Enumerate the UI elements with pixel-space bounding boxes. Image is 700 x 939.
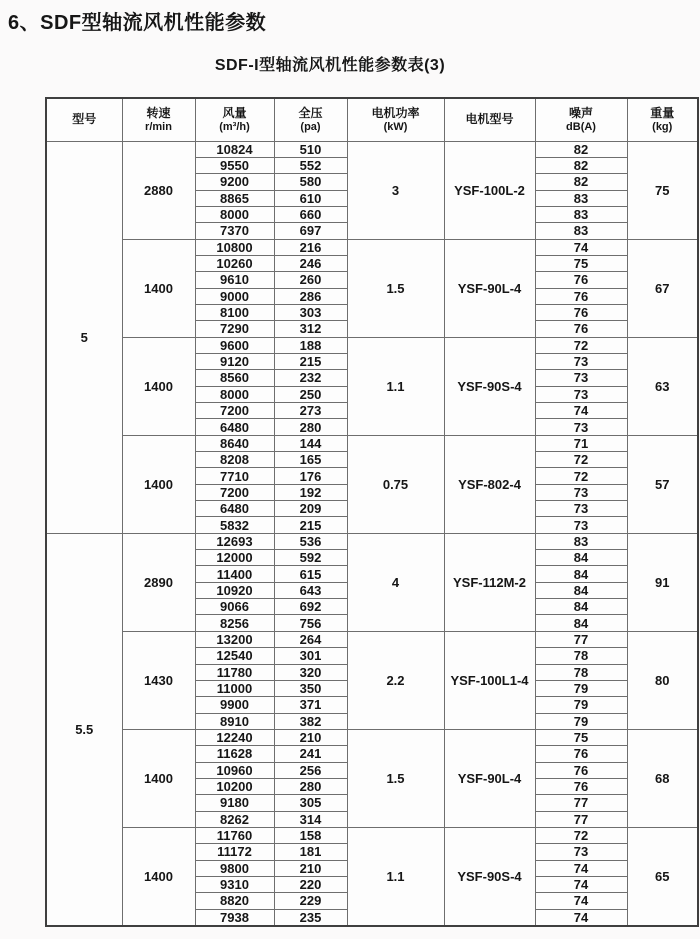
cell-noise: 79 — [535, 680, 627, 696]
cell-speed: 1400 — [122, 337, 195, 435]
cell-weight: 75 — [627, 141, 698, 239]
cell-pressure: 158 — [274, 827, 347, 843]
cell-motor: YSF-90S-4 — [444, 827, 535, 925]
cell-airflow: 9120 — [195, 353, 274, 369]
cell-model: 5 — [46, 141, 122, 533]
cell-pressure: 273 — [274, 403, 347, 419]
cell-pressure: 176 — [274, 468, 347, 484]
cell-pressure: 697 — [274, 223, 347, 239]
header-unit: r/min — [145, 121, 172, 134]
cell-weight: 63 — [627, 337, 698, 435]
cell-pressure: 371 — [274, 697, 347, 713]
cell-motor: YSF-100L-2 — [444, 141, 535, 239]
cell-noise: 76 — [535, 288, 627, 304]
cell-airflow: 9180 — [195, 795, 274, 811]
cell-pressure: 280 — [274, 419, 347, 435]
table-row — [46, 435, 698, 451]
cell-airflow: 6480 — [195, 419, 274, 435]
cell-power: 4 — [347, 533, 444, 631]
header-label: 电机型号 — [465, 111, 514, 126]
cell-noise: 73 — [535, 370, 627, 386]
cell-weight: 67 — [627, 239, 698, 337]
cell-airflow: 11000 — [195, 680, 274, 696]
cell-airflow: 11400 — [195, 566, 274, 582]
cell-airflow: 8000 — [195, 206, 274, 222]
cell-noise: 74 — [535, 860, 627, 876]
cell-pressure: 220 — [274, 876, 347, 892]
cell-noise: 74 — [535, 239, 627, 255]
cell-pressure: 209 — [274, 501, 347, 517]
cell-noise: 74 — [535, 909, 627, 926]
cell-noise: 84 — [535, 550, 627, 566]
cell-noise: 78 — [535, 664, 627, 680]
cell-speed: 1400 — [122, 435, 195, 533]
cell-noise: 72 — [535, 452, 627, 468]
cell-airflow: 5832 — [195, 517, 274, 533]
cell-airflow: 12000 — [195, 550, 274, 566]
cell-power: 0.75 — [347, 435, 444, 533]
table-body — [46, 141, 698, 926]
cell-pressure: 241 — [274, 746, 347, 762]
cell-pressure: 144 — [274, 435, 347, 451]
cell-noise: 83 — [535, 206, 627, 222]
cell-pressure: 660 — [274, 206, 347, 222]
cell-pressure: 256 — [274, 762, 347, 778]
cell-airflow: 13200 — [195, 631, 274, 647]
cell-pressure: 756 — [274, 615, 347, 631]
cell-pressure: 692 — [274, 599, 347, 615]
cell-noise: 72 — [535, 468, 627, 484]
cell-noise: 84 — [535, 615, 627, 631]
cell-noise: 76 — [535, 746, 627, 762]
cell-airflow: 9600 — [195, 337, 274, 353]
cell-pressure: 382 — [274, 713, 347, 729]
cell-pressure: 580 — [274, 174, 347, 190]
cell-pressure: 610 — [274, 190, 347, 206]
cell-power: 1.1 — [347, 827, 444, 925]
cell-noise: 82 — [535, 141, 627, 157]
cell-noise: 77 — [535, 631, 627, 647]
cell-pressure: 305 — [274, 795, 347, 811]
cell-airflow: 6480 — [195, 501, 274, 517]
cell-pressure: 210 — [274, 860, 347, 876]
cell-pressure: 229 — [274, 893, 347, 909]
cell-pressure: 643 — [274, 582, 347, 598]
cell-airflow: 9000 — [195, 288, 274, 304]
cell-noise: 75 — [535, 729, 627, 745]
cell-noise: 83 — [535, 533, 627, 549]
cell-airflow: 12693 — [195, 533, 274, 549]
cell-airflow: 12540 — [195, 648, 274, 664]
cell-airflow: 9310 — [195, 876, 274, 892]
cell-pressure: 286 — [274, 288, 347, 304]
header-label: 全压 — [298, 105, 323, 120]
cell-power: 3 — [347, 141, 444, 239]
cell-noise: 82 — [535, 157, 627, 173]
cell-pressure: 615 — [274, 566, 347, 582]
cell-airflow: 8100 — [195, 304, 274, 320]
page-title: 6、SDF型轴流风机性能参数 — [8, 12, 267, 34]
column-header-noise — [535, 98, 627, 141]
cell-noise: 77 — [535, 795, 627, 811]
cell-airflow: 9610 — [195, 272, 274, 288]
cell-airflow: 8820 — [195, 893, 274, 909]
cell-pressure: 210 — [274, 729, 347, 745]
cell-weight: 91 — [627, 533, 698, 631]
cell-pressure: 264 — [274, 631, 347, 647]
cell-motor: YSF-802-4 — [444, 435, 535, 533]
cell-airflow: 10824 — [195, 141, 274, 157]
cell-airflow: 10200 — [195, 778, 274, 794]
cell-noise: 79 — [535, 697, 627, 713]
cell-noise: 73 — [535, 484, 627, 500]
table-row — [46, 729, 698, 745]
header-unit: (kW) — [383, 121, 408, 134]
fan-performance-table — [45, 97, 699, 927]
cell-noise: 73 — [535, 386, 627, 402]
cell-noise: 73 — [535, 844, 627, 860]
cell-noise: 77 — [535, 811, 627, 827]
cell-power: 2.2 — [347, 631, 444, 729]
cell-noise: 71 — [535, 435, 627, 451]
cell-pressure: 260 — [274, 272, 347, 288]
cell-power: 1.5 — [347, 239, 444, 337]
header-unit: (m³/h) — [219, 121, 250, 134]
cell-noise: 73 — [535, 517, 627, 533]
cell-airflow: 8640 — [195, 435, 274, 451]
column-header-speed — [122, 98, 195, 141]
cell-airflow: 11628 — [195, 746, 274, 762]
cell-weight: 80 — [627, 631, 698, 729]
cell-speed: 1430 — [122, 631, 195, 729]
cell-model: 5.5 — [46, 533, 122, 925]
header-label: 型号 — [72, 111, 97, 126]
cell-noise: 74 — [535, 403, 627, 419]
table-title: SDF-I型轴流风机性能参数表(3) — [214, 57, 446, 74]
cell-airflow: 7290 — [195, 321, 274, 337]
cell-airflow: 8256 — [195, 615, 274, 631]
cell-motor: YSF-90S-4 — [444, 337, 535, 435]
header-unit: dB(A) — [566, 121, 596, 134]
header-label: 噪声 — [568, 105, 593, 120]
cell-noise: 79 — [535, 713, 627, 729]
table-row — [46, 631, 698, 647]
cell-noise: 83 — [535, 190, 627, 206]
table-row — [46, 337, 698, 353]
cell-noise: 76 — [535, 272, 627, 288]
cell-power: 1.5 — [347, 729, 444, 827]
cell-airflow: 8910 — [195, 713, 274, 729]
cell-airflow: 7710 — [195, 468, 274, 484]
cell-airflow: 9066 — [195, 599, 274, 615]
cell-motor: YSF-90L-4 — [444, 239, 535, 337]
cell-noise: 78 — [535, 648, 627, 664]
cell-noise: 73 — [535, 353, 627, 369]
column-header-model — [46, 98, 122, 141]
cell-airflow: 9550 — [195, 157, 274, 173]
cell-noise: 82 — [535, 174, 627, 190]
cell-noise: 75 — [535, 255, 627, 271]
cell-pressure: 165 — [274, 452, 347, 468]
header-row — [46, 98, 698, 141]
cell-noise: 76 — [535, 321, 627, 337]
cell-airflow: 11780 — [195, 664, 274, 680]
cell-pressure: 592 — [274, 550, 347, 566]
cell-speed: 1400 — [122, 239, 195, 337]
cell-pressure: 246 — [274, 255, 347, 271]
header-unit: (pa) — [300, 121, 321, 134]
cell-airflow: 10800 — [195, 239, 274, 255]
cell-pressure: 303 — [274, 304, 347, 320]
cell-noise: 84 — [535, 599, 627, 615]
cell-pressure: 188 — [274, 337, 347, 353]
cell-pressure: 312 — [274, 321, 347, 337]
cell-airflow: 7938 — [195, 909, 274, 926]
cell-airflow: 9200 — [195, 174, 274, 190]
cell-pressure: 216 — [274, 239, 347, 255]
table-row — [46, 141, 698, 157]
cell-motor: YSF-100L1-4 — [444, 631, 535, 729]
cell-noise: 76 — [535, 762, 627, 778]
cell-speed: 2880 — [122, 141, 195, 239]
cell-airflow: 10920 — [195, 582, 274, 598]
cell-airflow: 12240 — [195, 729, 274, 745]
cell-motor: YSF-112M-2 — [444, 533, 535, 631]
cell-pressure: 192 — [274, 484, 347, 500]
cell-pressure: 250 — [274, 386, 347, 402]
cell-speed: 1400 — [122, 827, 195, 925]
cell-motor: YSF-90L-4 — [444, 729, 535, 827]
cell-pressure: 235 — [274, 909, 347, 926]
column-header-pressure — [274, 98, 347, 141]
cell-weight: 68 — [627, 729, 698, 827]
cell-pressure: 536 — [274, 533, 347, 549]
cell-pressure: 232 — [274, 370, 347, 386]
cell-noise: 76 — [535, 778, 627, 794]
column-header-power — [347, 98, 444, 141]
cell-airflow: 7200 — [195, 484, 274, 500]
header-unit: (kg) — [652, 121, 673, 134]
cell-pressure: 280 — [274, 778, 347, 794]
cell-noise: 74 — [535, 876, 627, 892]
header-label: 转速 — [146, 105, 171, 120]
cell-speed: 2890 — [122, 533, 195, 631]
cell-pressure: 215 — [274, 517, 347, 533]
cell-noise: 83 — [535, 223, 627, 239]
cell-airflow: 11760 — [195, 827, 274, 843]
header-label: 电机功率 — [371, 105, 420, 120]
cell-airflow: 10260 — [195, 255, 274, 271]
cell-noise: 84 — [535, 566, 627, 582]
table-row — [46, 827, 698, 843]
cell-pressure: 181 — [274, 844, 347, 860]
cell-pressure: 320 — [274, 664, 347, 680]
cell-noise: 73 — [535, 501, 627, 517]
cell-airflow: 8262 — [195, 811, 274, 827]
cell-airflow: 7370 — [195, 223, 274, 239]
column-header-airflow — [195, 98, 274, 141]
cell-noise: 76 — [535, 304, 627, 320]
cell-speed: 1400 — [122, 729, 195, 827]
cell-pressure: 301 — [274, 648, 347, 664]
table-row — [46, 533, 698, 549]
cell-noise: 72 — [535, 827, 627, 843]
cell-weight: 57 — [627, 435, 698, 533]
column-header-motor — [444, 98, 535, 141]
cell-noise: 73 — [535, 419, 627, 435]
cell-airflow: 8865 — [195, 190, 274, 206]
cell-pressure: 314 — [274, 811, 347, 827]
column-header-weight — [627, 98, 698, 141]
cell-pressure: 552 — [274, 157, 347, 173]
header-label: 风量 — [222, 105, 247, 120]
header-label: 重量 — [650, 105, 675, 120]
table-row — [46, 239, 698, 255]
table-head — [46, 98, 698, 141]
cell-noise: 84 — [535, 582, 627, 598]
cell-pressure: 510 — [274, 141, 347, 157]
cell-airflow: 8208 — [195, 452, 274, 468]
cell-weight: 65 — [627, 827, 698, 925]
cell-pressure: 215 — [274, 353, 347, 369]
cell-pressure: 350 — [274, 680, 347, 696]
cell-airflow: 8560 — [195, 370, 274, 386]
cell-airflow: 9900 — [195, 697, 274, 713]
cell-airflow: 7200 — [195, 403, 274, 419]
cell-noise: 74 — [535, 893, 627, 909]
cell-airflow: 10960 — [195, 762, 274, 778]
cell-power: 1.1 — [347, 337, 444, 435]
cell-airflow: 11172 — [195, 844, 274, 860]
cell-noise: 72 — [535, 337, 627, 353]
cell-airflow: 9800 — [195, 860, 274, 876]
cell-airflow: 8000 — [195, 386, 274, 402]
